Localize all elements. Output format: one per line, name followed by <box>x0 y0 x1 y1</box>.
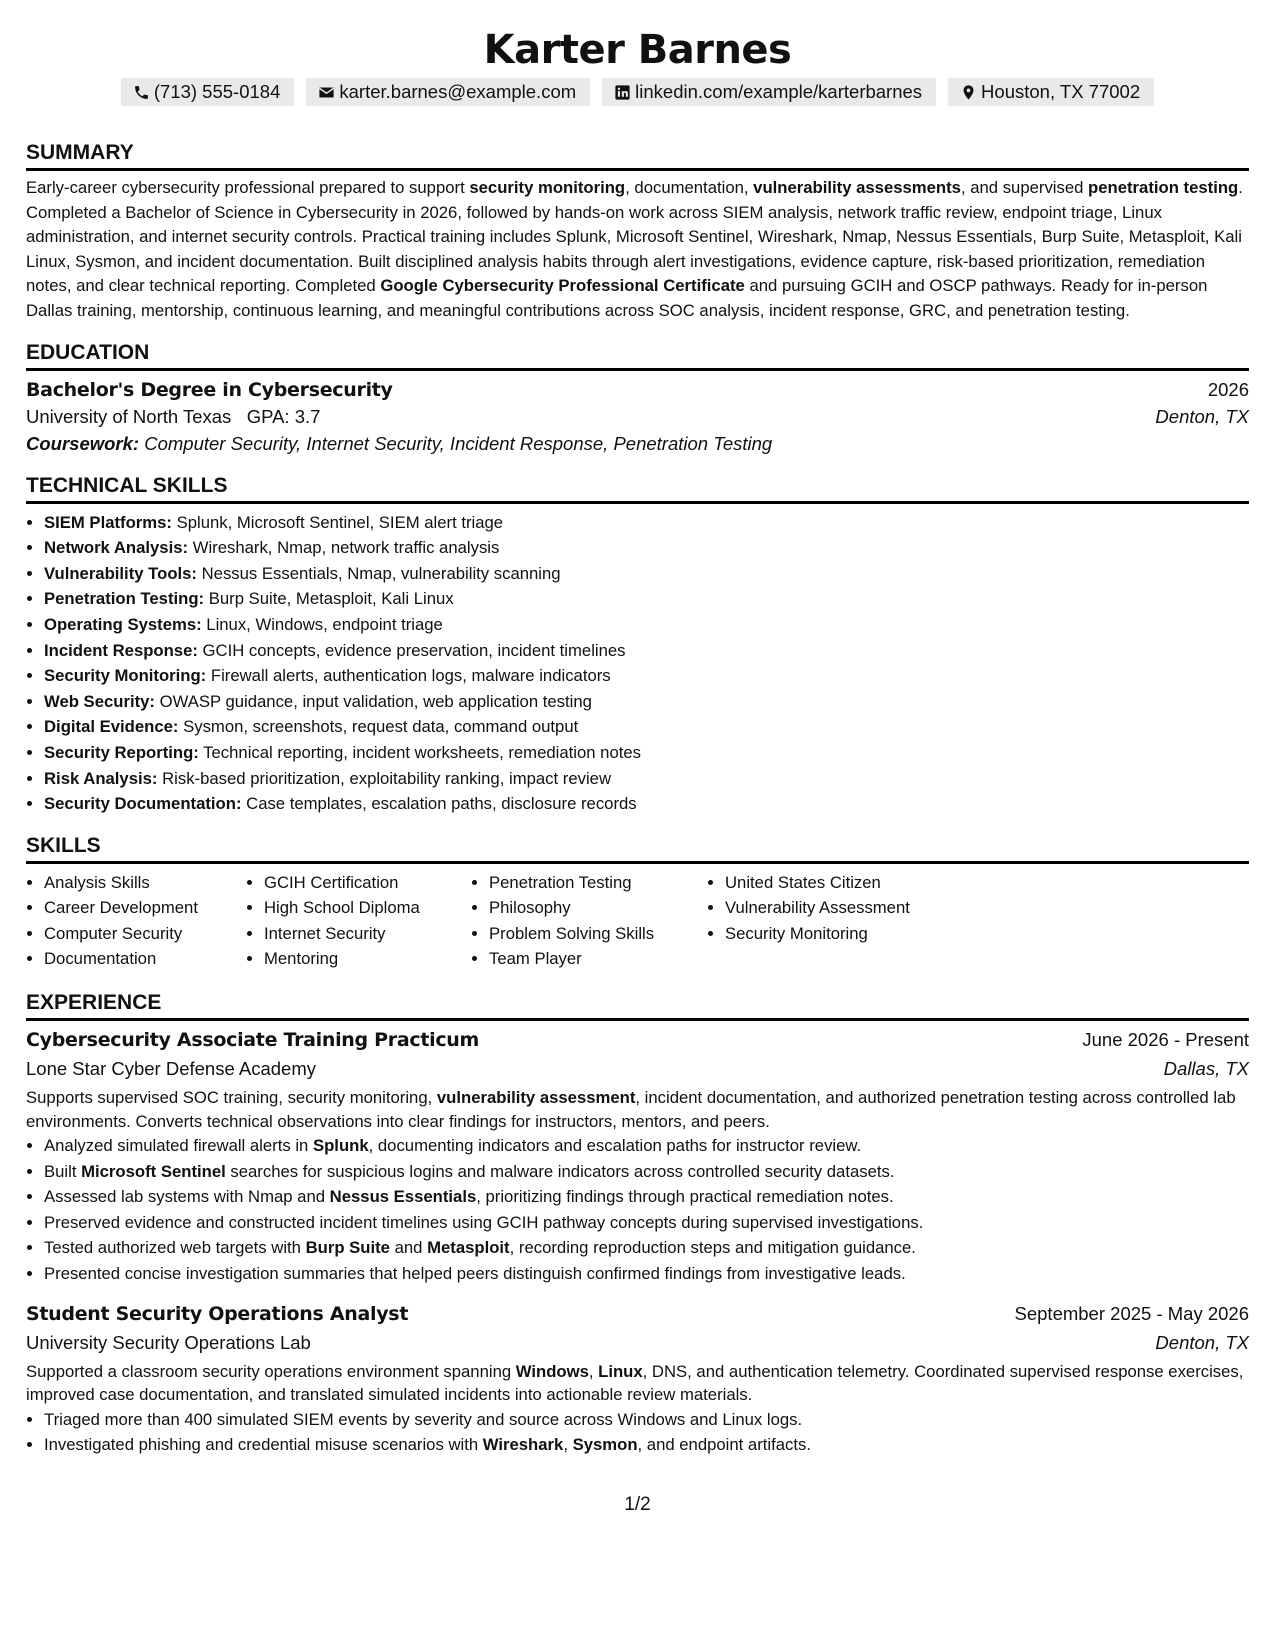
summary-part: security monitoring <box>469 178 626 197</box>
summary-part: , documentation, <box>625 178 754 197</box>
job-header <box>26 1303 1249 1325</box>
skill-values: Case templates, escalation paths, disclosure records <box>241 794 637 814</box>
candidate-name: Karter Barnes <box>483 27 792 73</box>
job-bullet <box>44 1235 1249 1261</box>
job-bullet <box>44 1210 1249 1236</box>
skills-grid <box>26 870 1249 972</box>
text-run: Presented concise investigation summaries that helped peers distinguish confirmed findings from investigative leads. <box>44 1264 906 1284</box>
contact-bar <box>26 78 1249 106</box>
coursework-line <box>26 433 1249 455</box>
skill-item: • Documentation <box>44 946 246 972</box>
skill-category: Incident Response: <box>44 640 198 660</box>
job-bullet <box>44 1432 1249 1458</box>
coursework-label: Coursework: <box>26 432 140 454</box>
skill-values: OWASP guidance, input validation, web application testing <box>154 691 592 711</box>
coursework-list: Computer Security, Internet Security, Incident Response, Penetration Testing <box>144 432 773 454</box>
text-run: Nessus Essentials <box>329 1187 477 1207</box>
job-location: Denton, TX <box>1155 1331 1249 1353</box>
text-run: vulnerability assessment <box>436 1088 636 1108</box>
experience-section <box>26 990 1249 1458</box>
contact-location[interactable] <box>948 78 1154 106</box>
text-run: Sysmon <box>572 1435 638 1455</box>
technical-skill-item <box>44 791 1249 817</box>
contact-linkedin[interactable] <box>602 78 936 106</box>
skill-values: Risk-based prioritization, exploitability ranking, impact review <box>157 768 611 788</box>
job-dates: September 2025 - May 2026 <box>1014 1302 1249 1324</box>
skills-heading: SKILLS <box>26 833 1249 864</box>
contact-email[interactable] <box>306 78 590 106</box>
job-entry <box>26 1303 1249 1458</box>
skill-item: • United States Citizen <box>725 870 985 896</box>
skills-column <box>26 870 246 972</box>
text-run: Built <box>44 1161 82 1181</box>
job-title: Student Security Operations Analyst <box>26 1302 409 1325</box>
skill-item: • Security Monitoring <box>725 921 985 947</box>
job-org-row <box>26 1332 1249 1354</box>
job-organization: Lone Star Cyber Defense Academy <box>26 1058 316 1080</box>
text-run: Analyzed simulated firewall alerts in <box>44 1136 313 1156</box>
job-org-row <box>26 1058 1249 1080</box>
skill-values: Wireshark, Nmap, network traffic analysis <box>188 538 500 558</box>
text-run: Burp Suite <box>305 1238 390 1258</box>
technical-skill-item <box>44 535 1249 561</box>
skill-item: • High School Diploma <box>264 895 471 921</box>
skill-values: Sysmon, screenshots, request data, command output <box>178 717 579 737</box>
skills-column <box>246 870 471 972</box>
skill-category: SIEM Platforms: <box>44 512 172 532</box>
text-run: Triaged more than 400 simulated SIEM events by severity and source across Windows and Linux logs. <box>44 1409 803 1429</box>
skill-values: Nessus Essentials, Nmap, vulnerability scanning <box>196 563 561 583</box>
education-row-2 <box>26 406 1249 428</box>
experience-list <box>26 1029 1249 1458</box>
text-run: Tested authorized web targets with <box>44 1238 306 1258</box>
skill-category: Web Security: <box>44 691 155 711</box>
skills-section <box>26 833 1249 972</box>
text-run: , and endpoint artifacts. <box>637 1435 811 1455</box>
technical-skill-item <box>44 663 1249 689</box>
experience-heading: EXPERIENCE <box>26 990 1249 1021</box>
summary-part: , and supervised <box>960 178 1089 197</box>
phone-text: (713) 555-0184 <box>153 81 281 102</box>
text-run: , <box>588 1361 599 1381</box>
text-run: , recording reproduction steps and mitigation guidance. <box>509 1238 916 1258</box>
resume-page <box>26 0 1249 1458</box>
job-bullets <box>26 1407 1249 1458</box>
skill-item: • Analysis Skills <box>44 870 246 896</box>
skill-category: Security Documentation: <box>44 794 242 814</box>
text-run: searches for suspicious logins and malware indicators across controlled security datasets. <box>225 1161 895 1181</box>
education-section <box>26 340 1249 455</box>
location-text: Houston, TX 77002 <box>981 81 1141 102</box>
skills-column <box>707 870 985 972</box>
skill-values: Firewall alerts, authentication logs, malware indicators <box>206 666 611 686</box>
skill-item: • Problem Solving Skills <box>489 921 707 947</box>
summary-section <box>26 140 1249 324</box>
skills-column <box>471 870 707 972</box>
contact-phone[interactable] <box>121 78 295 106</box>
text-run: Preserved evidence and constructed incident timelines using GCIH pathway concepts during supervised investigations. <box>44 1212 924 1232</box>
skill-item: • Mentoring <box>264 946 471 972</box>
skill-category: Network Analysis: <box>44 538 189 558</box>
skill-item: • Vulnerability Assessment <box>725 895 985 921</box>
job-description <box>26 1360 1249 1407</box>
summary-part: vulnerability assessments <box>753 178 961 197</box>
technical-skill-item <box>44 714 1249 740</box>
degree-title: Bachelor's Degree in Cybersecurity <box>26 378 393 401</box>
skill-item: • Computer Security <box>44 921 246 947</box>
skill-values: Technical reporting, incident worksheets, remediation notes <box>198 742 641 762</box>
skill-values: Burp Suite, Metasploit, Kali Linux <box>204 589 454 609</box>
page-number: 1/2 <box>624 1494 651 1515</box>
school-line <box>26 406 320 428</box>
text-run: Linux <box>598 1361 643 1381</box>
text-run: , prioritizing findings through practical remediation notes. <box>476 1187 894 1207</box>
job-bullet <box>44 1261 1249 1287</box>
technical-skill-item <box>44 561 1249 587</box>
job-entry <box>26 1029 1249 1287</box>
skill-category: Vulnerability Tools: <box>44 563 197 583</box>
summary-part: . Completed a Bachelor of Science in Cybersecurity in 2026, followed by hands-on work across SIEM analysis, network traffic review, endpoint triage, Linux administration, and internet security controls. Practical training includes Splunk, Microsoft Sentinel, Wireshark, Nmap, Nessus Essentials, Burp Suite, Metasploit, Kali Linux, Sysmon, and incident documentation. Built disciplined analysis habits through alert investigations, evidence capture, risk-based prioritization, remediation notes, and clear technical reporting. Completed <box>26 178 1243 296</box>
job-title: Cybersecurity Associate Training Practicum <box>26 1029 480 1052</box>
summary-part: penetration testing <box>1088 178 1239 197</box>
text-run: , incident documentation, and authorized penetration testing across controlled lab environments. Converts technical observations into clear findings for instructors, mentors, and peers. <box>26 1088 1236 1131</box>
summary-heading: SUMMARY <box>26 140 1249 171</box>
skill-category: Operating Systems: <box>44 614 202 634</box>
job-location: Dallas, TX <box>1163 1058 1249 1080</box>
text-run: Investigated phishing and credential misuse scenarios with <box>44 1435 483 1455</box>
job-organization: University Security Operations Lab <box>26 1331 311 1353</box>
technical-skills-list <box>26 510 1249 817</box>
job-bullet <box>44 1184 1249 1210</box>
text-run: Microsoft Sentinel <box>81 1161 226 1181</box>
skill-item: • Team Player <box>489 946 707 972</box>
technical-skill-item <box>44 766 1249 792</box>
skill-item: • Career Development <box>44 895 246 921</box>
skill-category: Digital Evidence: <box>44 717 179 737</box>
gpa: GPA: 3.7 <box>246 405 321 427</box>
graduation-year: 2026 <box>1207 378 1249 400</box>
text-run: and <box>389 1238 428 1258</box>
technical-skill-item <box>44 586 1249 612</box>
technical-skill-item <box>44 689 1249 715</box>
text-run: , documenting indicators and escalation paths for instructor review. <box>368 1136 862 1156</box>
technical-skill-item <box>44 510 1249 536</box>
skill-item: • Penetration Testing <box>489 870 707 896</box>
skill-category: Security Monitoring: <box>44 666 207 686</box>
text-run: Windows <box>515 1361 589 1381</box>
linkedin-icon <box>614 84 631 101</box>
linkedin-text: linkedin.com/example/karterbarnes <box>635 81 923 102</box>
skill-category: Security Reporting: <box>44 742 199 762</box>
summary-part: Google Cybersecurity Professional Certificate <box>380 276 745 296</box>
education-row-1 <box>26 379 1249 401</box>
technical-skills-heading: TECHNICAL SKILLS <box>26 473 1249 504</box>
text-run: Supports supervised SOC training, security monitoring, <box>26 1088 437 1108</box>
technical-skill-item <box>44 638 1249 664</box>
skill-values: GCIH concepts, evidence preservation, incident timelines <box>197 640 626 660</box>
skill-item: • Philosophy <box>489 895 707 921</box>
skill-item: • GCIH Certification <box>264 870 471 896</box>
text-run: Assessed lab systems with Nmap and <box>44 1187 330 1207</box>
text-run: Metasploit <box>427 1238 510 1258</box>
technical-skill-item <box>44 740 1249 766</box>
skill-values: Linux, Windows, endpoint triage <box>201 614 443 634</box>
text-run: Splunk <box>312 1136 369 1156</box>
summary-part: and pursuing GCIH and OSCP pathways. Ready for in-person Dallas training, mentorship, continuous learning, and meaningful contributions across SOC analysis, incident response, GRC, and penetration testing. <box>26 276 1208 320</box>
education-heading: EDUCATION <box>26 340 1249 371</box>
school-name: University of North Texas <box>26 405 232 427</box>
job-bullets <box>26 1133 1249 1287</box>
job-description <box>26 1086 1249 1133</box>
technical-skills-section <box>26 473 1249 817</box>
technical-skill-item <box>44 612 1249 638</box>
skill-item: • Internet Security <box>264 921 471 947</box>
text-run: Supported a classroom security operations environment spanning <box>26 1361 516 1381</box>
text-run: , DNS, and authentication telemetry. Coordinated supervised response exercises, improved case documentation, and translated simulated incidents into actionable review materials. <box>26 1361 1244 1405</box>
skill-values: Splunk, Microsoft Sentinel, SIEM alert triage <box>171 512 504 532</box>
text-run: , <box>563 1435 573 1455</box>
email-text: karter.barnes@example.com <box>339 81 577 102</box>
job-bullet <box>44 1407 1249 1433</box>
summary-text <box>26 176 1249 324</box>
job-bullet <box>44 1133 1249 1159</box>
job-bullet <box>44 1159 1249 1185</box>
map-pin-icon <box>960 84 977 101</box>
envelope-icon <box>318 84 335 101</box>
skill-category: Penetration Testing: <box>44 589 205 609</box>
summary-part: Early-career cybersecurity professional prepared to support <box>26 178 470 197</box>
phone-icon <box>133 84 150 101</box>
skill-category: Risk Analysis: <box>44 768 158 788</box>
school-location: Denton, TX <box>1155 405 1249 427</box>
job-dates: June 2026 - Present <box>1082 1029 1249 1051</box>
text-run: Wireshark <box>482 1435 564 1455</box>
job-header <box>26 1029 1249 1051</box>
